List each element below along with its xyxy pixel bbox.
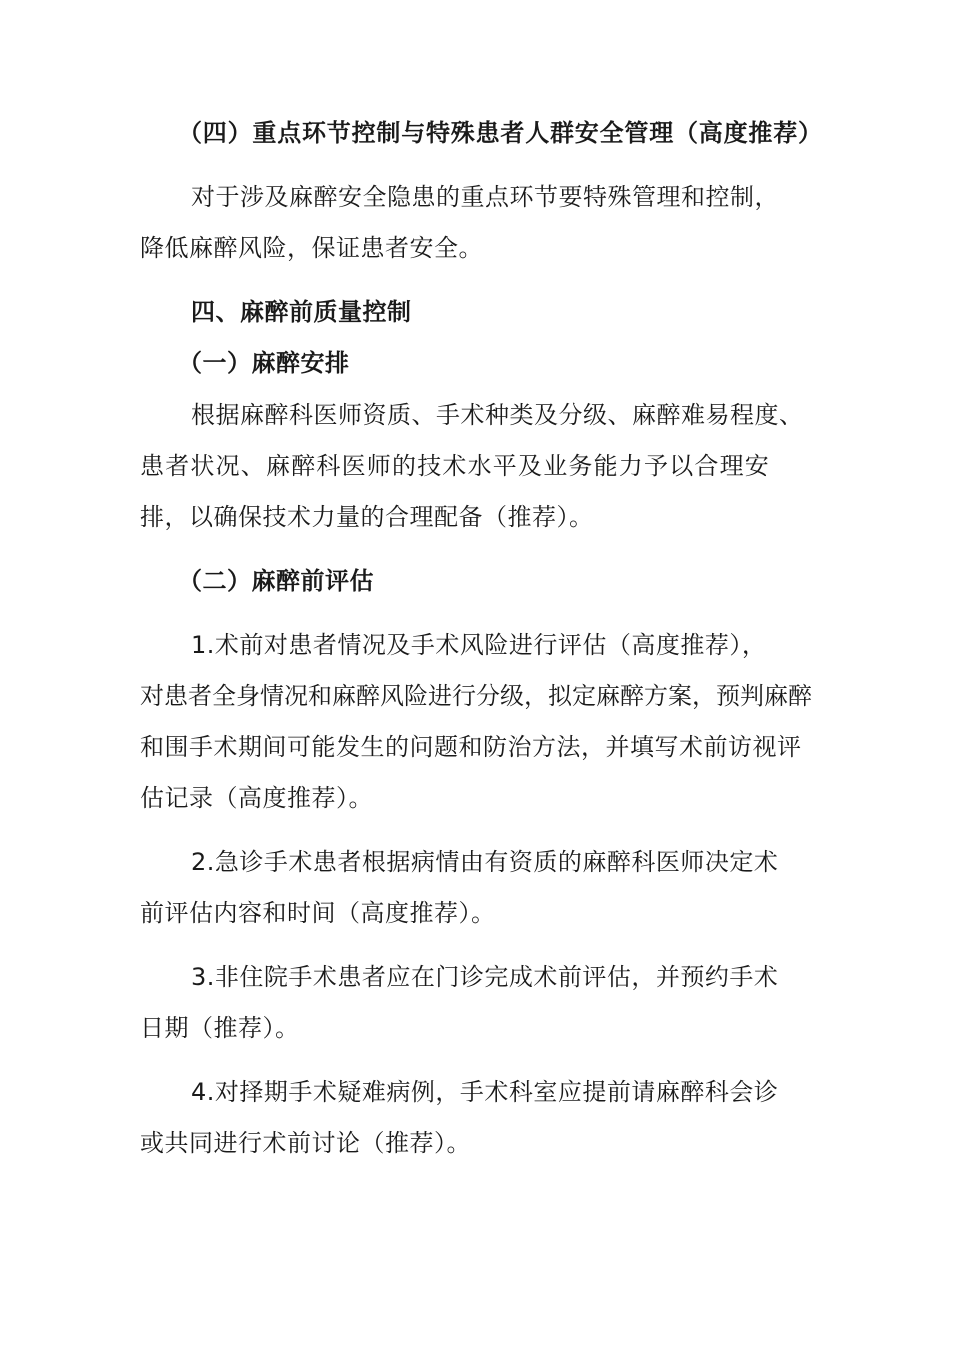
section-four-sub-heading: （四）重点环节控制与特殊患者人群安全管理（高度推荐） [178, 119, 823, 147]
item3-line: 3.非住院手术患者应在门诊完成术前评估，并预约手术 [191, 963, 779, 991]
item1-line: 1.术前对患者情况及手术风险进行评估（高度推荐）， [191, 631, 767, 659]
paragraph-line: 根据麻醉科医师资质、手术种类及分级、麻醉难易程度、 [191, 401, 804, 429]
item3-line: 日期（推荐）。 [140, 1014, 300, 1042]
paragraph-line: 降低麻醉风险，保证患者安全。 [140, 234, 483, 262]
item1-line: 和围手术期间可能发生的问题和防治方法，并填写术前访视评 [140, 733, 802, 761]
chapter-heading: 四、麻醉前质量控制 [191, 298, 412, 326]
paragraph-line: 患者状况、麻醉科医师的技术水平及业务能力予以合理安 [140, 452, 770, 480]
paragraph-line: 排，以确保技术力量的合理配备（推荐）。 [140, 503, 594, 531]
sub2-heading: （二）麻醉前评估 [178, 567, 374, 595]
item2-line: 前评估内容和时间（高度推荐）。 [140, 899, 496, 927]
item1-line: 对患者全身情况和麻醉风险进行分级，拟定麻醉方案，预判麻醉 [140, 682, 812, 710]
item4-line: 4.对择期手术疑难病例，手术科室应提前请麻醉科会诊 [191, 1078, 779, 1106]
item4-line: 或共同进行术前讨论（推荐）。 [140, 1129, 471, 1157]
paragraph-line: 对于涉及麻醉安全隐患的重点环节要特殊管理和控制， [191, 183, 779, 211]
item2-line: 2.急诊手术患者根据病情由有资质的麻醉科医师决定术 [191, 848, 779, 876]
sub1-heading: （一）麻醉安排 [178, 349, 350, 377]
item1-line: 估记录（高度推荐）。 [140, 784, 373, 812]
